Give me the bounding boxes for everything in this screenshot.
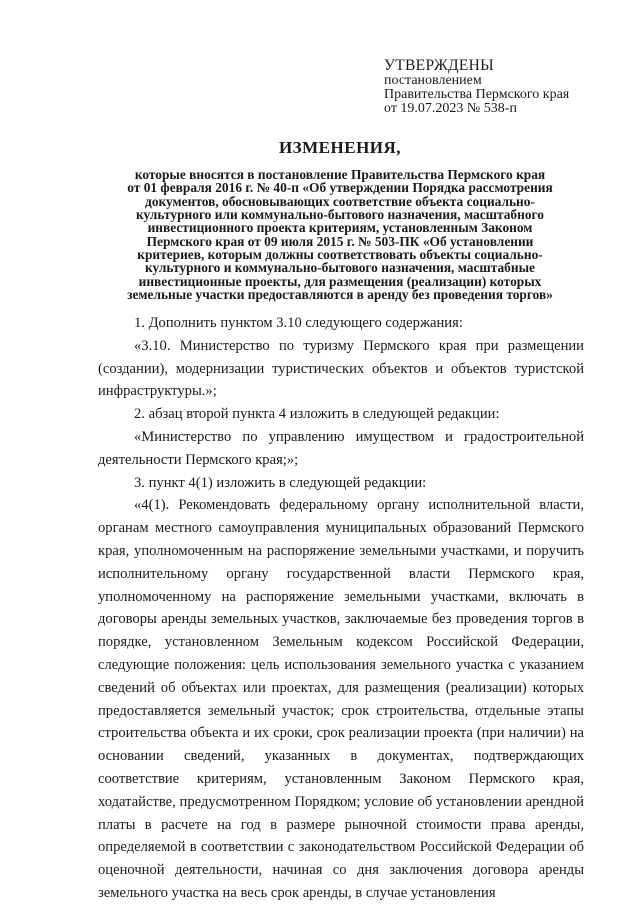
approval-block bbox=[384, 58, 624, 116]
subtitle-line: инвестиционные проекты, для размещения (реализации) которых bbox=[138, 273, 542, 289]
document-subtitle bbox=[95, 168, 585, 301]
paragraph-clause-3-10: «3.10. Министерство по туризму Пермского края при размещении (создании), модернизации туристических объектов и объектов туристской инфраструктуры.»; bbox=[98, 337, 584, 400]
subtitle-line: инвестиционного проекта критериям, установленным Законом bbox=[147, 220, 533, 236]
subtitle-line: критериев, которым должны соответствовать объекты социально- bbox=[137, 247, 543, 263]
subtitle-line: культурного и коммунально-бытового назначения, масштабные bbox=[145, 260, 535, 276]
paragraph-item-1: 1. Дополнить пунктом 3.10 следующего содержания: bbox=[134, 315, 463, 331]
paragraph-item-3: 3. пункт 4(1) изложить в следующей редакции: bbox=[134, 474, 427, 491]
subtitle-line: земельные участки предоставляются в аренду без проведения торгов» bbox=[127, 287, 553, 303]
approval-line: постановлением bbox=[384, 73, 482, 88]
document-body bbox=[98, 312, 584, 905]
subtitle-line: которые вносятся в постановление Правительства Пермского края bbox=[134, 167, 546, 182]
subtitle-line: Пермского края от 09 июля 2015 г. № 503-ПК «Об установлении bbox=[146, 233, 534, 249]
subtitle-line: документов, обосновывающих соответствие объекта социально- bbox=[145, 193, 535, 209]
approval-title: УТВЕРЖДЕНЫ bbox=[384, 57, 494, 74]
paragraph-ministry-property: «Министерство по управлению имуществом и градостроительной деятельности Пермского края;»; bbox=[98, 428, 584, 468]
subtitle-line: культурного или коммунально-бытового назначения, масштабного bbox=[136, 207, 544, 223]
document-heading bbox=[95, 138, 585, 301]
approval-line: Правительства Пермского края bbox=[384, 87, 570, 102]
document-title: ИЗМЕНЕНИЯ, bbox=[278, 138, 402, 157]
paragraph-clause-4-1: «4(1). Рекомендовать федеральному органу исполнительной власти, органам местного самоуправления муниципальных образований Пермского края, уполномоченным на распоряжение земельными участками, и поручить исполнительному органу государственной власти Пермского края, уполномоченному на распоряжение земельными участками, включать в договоры аренды земельных участков, заключаемые без проведения торгов в порядке, установленном Земельным кодексом Российской Федерации, следующие положения: цель использования земельного участка с указанием сведений об объектах или проектах, для размещения (реализации) которых предоставляется земельный участок; срок строительства, отдельные этапы строительства объекта и их сроки, срок реализации проекта (при наличии) на основании сведений, указанных в документах, подтверждающих соответствие критериям, установленным Законом Пермского края, ходатайстве, предусмотренном Порядком; условие об установлении арендной платы в расчете на год в размере рыночной стоимости права аренды, определяемой в соответствии с законодательством Российской Федерации об оценочной деятельности, начиная со дня заключения договора аренды земельного участка на весь срок аренды, в случае установления bbox=[98, 497, 584, 901]
paragraph-item-2: 2. абзац второй пункта 4 изложить в следующей редакции: bbox=[134, 406, 500, 423]
approval-date-number: от 19.07.2023 № 538-п bbox=[384, 101, 517, 116]
subtitle-line: от 01 февраля 2016 г. № 40-п «Об утверждении Порядка рассмотрения bbox=[127, 180, 553, 196]
